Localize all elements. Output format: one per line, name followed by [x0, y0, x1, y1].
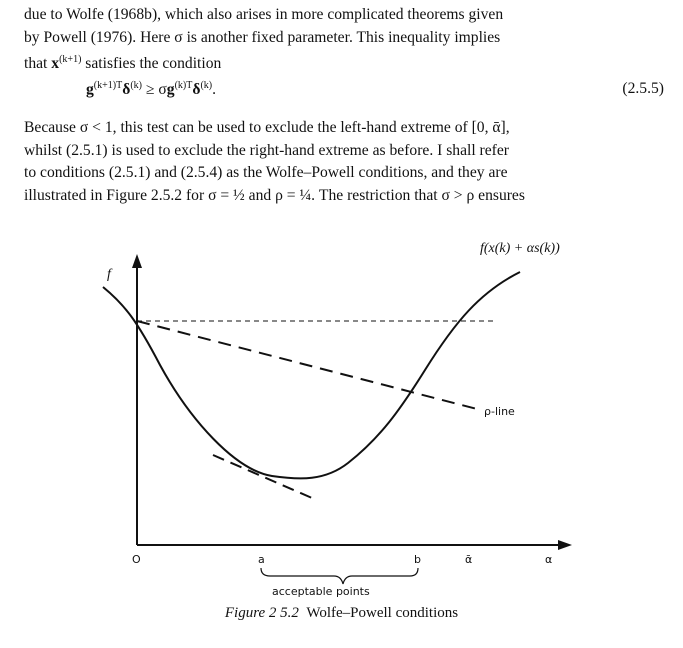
tick-b: b	[414, 553, 421, 566]
tick-o: O	[132, 553, 141, 566]
rho-line-label: ρ-line	[484, 405, 515, 418]
f-axis-arrow	[132, 254, 142, 268]
eq-mid: ≥ σ	[142, 81, 167, 99]
para2-line1: Because σ < 1, this test can be used to exclude the left-hand extreme of [0, ᾱ],	[24, 119, 510, 136]
acceptable-points-label: acceptable points	[272, 585, 370, 598]
para1-x-symbol: x	[51, 55, 60, 73]
para1-x-sup: (k+1)	[59, 54, 82, 65]
tick-a: a	[258, 553, 265, 566]
curve-label: f(x(k) + αs(k))	[480, 241, 560, 256]
para1-line3-post: satisfies the condition	[81, 55, 222, 73]
eq-delta1: δ	[122, 81, 131, 99]
eq-delta2: δ	[192, 81, 201, 99]
function-curve	[103, 272, 520, 478]
f-axis-label: f	[107, 267, 111, 282]
para1-line2: by Powell (1976). Here σ is another fixed parameter. This inequality implies	[24, 28, 501, 46]
figure-caption	[0, 605, 683, 622]
caption-title: Wolfe–Powell conditions	[306, 605, 459, 621]
para2-line4: illustrated in Figure 2.5.2 for σ = ½ and ρ = ¼. The restriction that σ > ρ ensures	[24, 186, 525, 204]
acceptable-brace	[261, 568, 418, 584]
eq-g2: g	[166, 81, 175, 99]
eq-delta2-sup: (k)	[200, 80, 213, 91]
alpha-axis-arrow	[558, 540, 572, 550]
caption-number: Figure 2 5.2	[224, 605, 299, 621]
rho-line	[137, 321, 477, 409]
alpha-axis-label: α	[545, 553, 553, 566]
eq-delta1-sup: (k)	[130, 80, 142, 91]
eq-g-sup: (k+1)T	[93, 80, 123, 91]
eq-g2-sup: (k)T	[174, 80, 193, 91]
para1-line3-pre: that	[24, 55, 52, 73]
para2-line2: whilst (2.5.1) is used to exclude the right-hand extreme as before. I shall refer	[24, 141, 509, 159]
equation-number: (2.5.5)	[622, 80, 664, 97]
para2-line3: to conditions (2.5.1) and (2.5.4) as the Wolfe–Powell conditions, and they are	[24, 164, 508, 181]
eq-g: g	[86, 81, 94, 99]
eq-end: .	[212, 81, 217, 99]
para1-line1: due to Wolfe (1968b), which also arises in more complicated theorems given	[24, 6, 504, 23]
tangent-line	[213, 455, 312, 498]
tick-alpha-bar: ᾱ	[465, 553, 473, 566]
